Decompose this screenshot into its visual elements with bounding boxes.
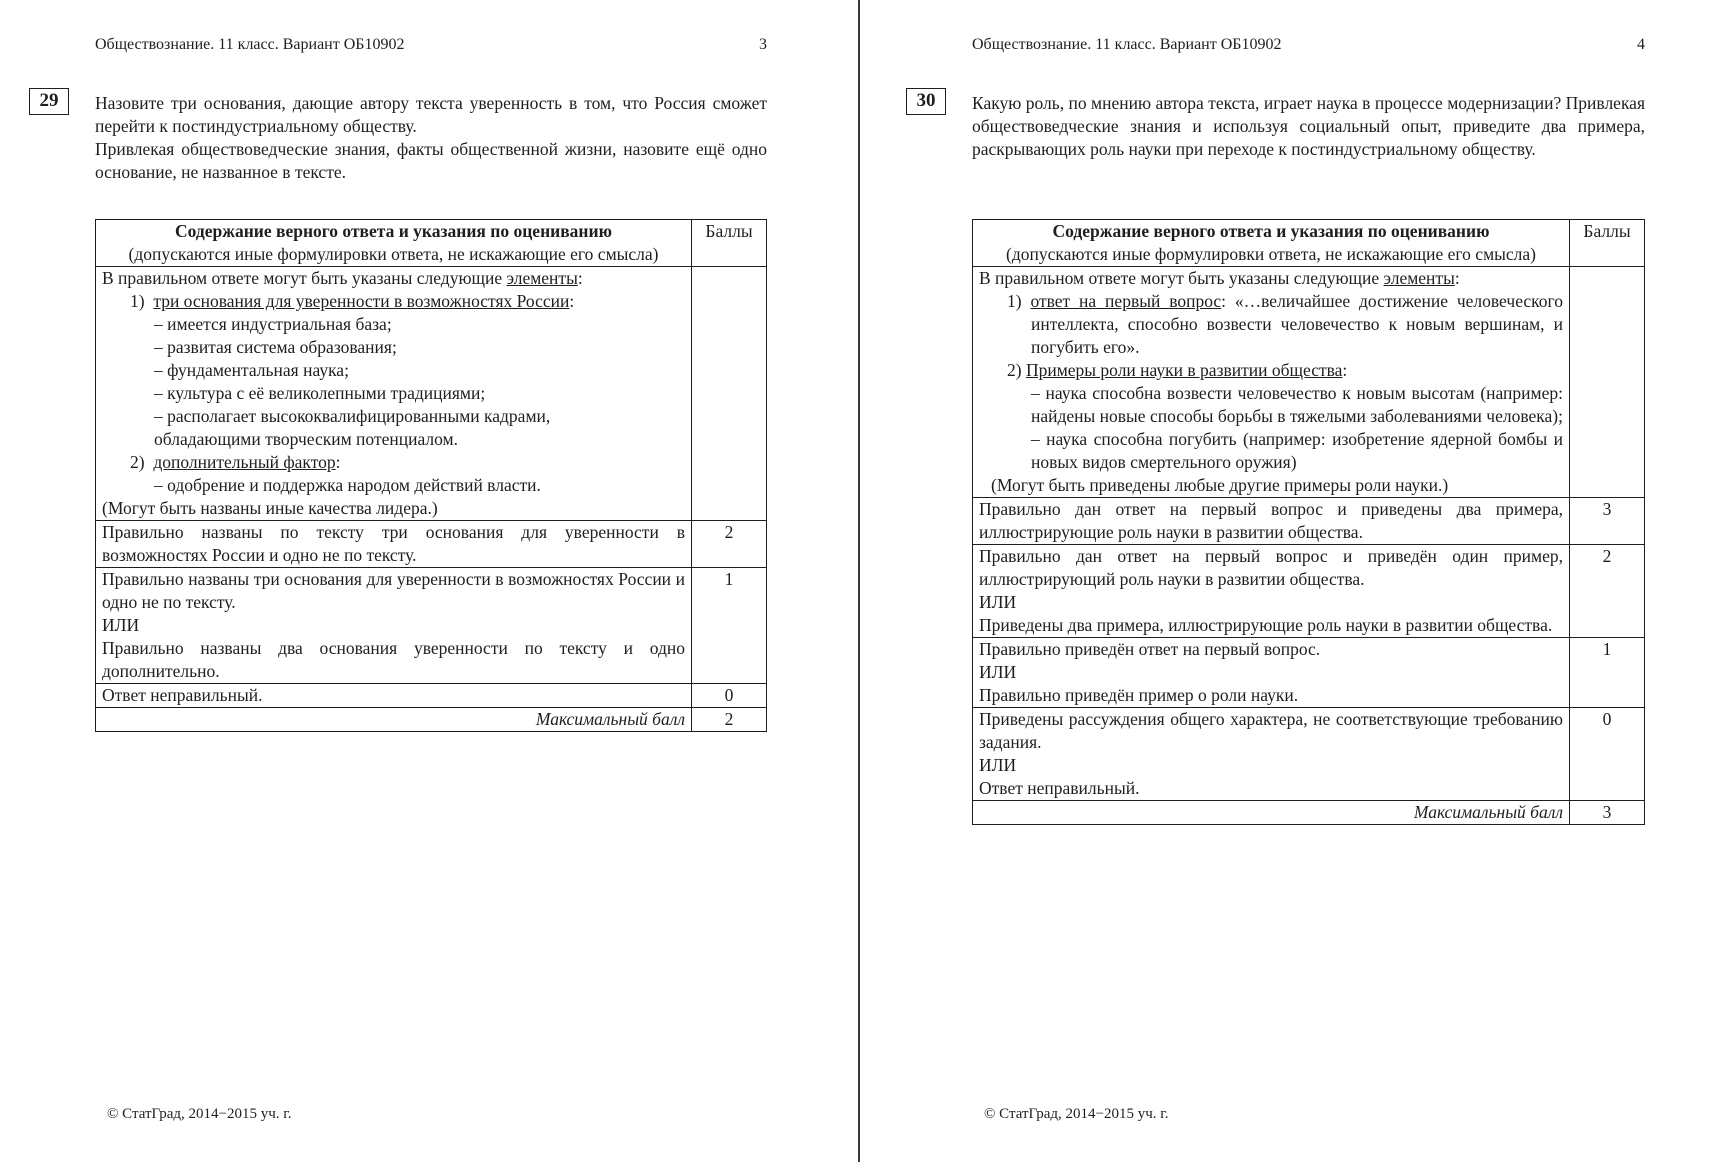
criterion-text: Приведены рассуждения общего характера, не соответствующие требованию задания. — [979, 709, 1563, 752]
table-header-row — [973, 220, 1645, 267]
criterion-cell — [973, 545, 1570, 638]
question-text — [95, 92, 767, 184]
table-row — [96, 568, 767, 684]
header-title: Обществознание. 11 класс. Вариант ОБ10902 — [972, 36, 1282, 53]
max-score-label: Максимальный балл — [973, 801, 1570, 825]
content-header-title: Содержание верного ответа и указания по оцениванию — [1052, 221, 1490, 241]
intro-colon: : — [1454, 268, 1460, 288]
item-line: – имеется индустриальная база; — [154, 314, 392, 334]
item-title: три основания для уверенности в возможностях России — [153, 291, 570, 311]
item-number: 1) — [130, 291, 145, 311]
content-header-note: (допускаются иные формулировки ответа, не искажающие его смысла) — [1006, 244, 1536, 264]
question-paragraph: Привлекая обществоведческие знания, факты общественной жизни, назовите ещё одно основание, не названное в тексте. — [95, 139, 767, 182]
criterion-text-alt: Приведены два примера, иллюстрирующие роль науки в развитии общества. — [979, 615, 1553, 635]
question-number-box: 30 — [906, 88, 946, 115]
criterion-or: ИЛИ — [102, 615, 140, 635]
page-left — [39, 0, 767, 1162]
page-number: 3 — [759, 36, 767, 53]
table-row — [973, 638, 1645, 708]
item-number: 1) — [1007, 291, 1022, 311]
score-cell — [1570, 267, 1645, 498]
element-item-1 — [979, 290, 1563, 359]
question-text — [972, 92, 1645, 161]
intro-colon: : — [577, 268, 583, 288]
footer-copyright: © СтатГрад, 2014−2015 уч. г. — [984, 1106, 1169, 1122]
criterion-text: Правильно названы по тексту три основания для уверенности в возможностях России и одно не по тексту. — [96, 521, 692, 568]
element-item-2 — [979, 359, 1563, 382]
criterion-score: 3 — [1570, 498, 1645, 545]
criterion-or: ИЛИ — [979, 662, 1017, 682]
page-header — [95, 36, 767, 56]
criterion-cell — [96, 568, 692, 684]
table-row — [96, 684, 767, 708]
page-right — [916, 0, 1645, 1162]
criterion-text-alt: Ответ неправильный. — [979, 778, 1140, 798]
item-line: – развитая система образования; — [154, 337, 397, 357]
content-header-title: Содержание верного ответа и указания по оцениванию — [175, 221, 612, 241]
question-paragraph: Назовите три основания, дающие автору текста уверенность в том, что Россия сможет перейти к постиндустриальному обществу. — [95, 93, 767, 136]
criterion-score: 0 — [692, 684, 767, 708]
page-divider — [858, 0, 860, 1162]
score-header: Баллы — [692, 220, 767, 267]
table-row — [973, 498, 1645, 545]
content-header — [96, 220, 692, 267]
table-row — [96, 521, 767, 568]
criterion-cell — [973, 708, 1570, 801]
max-score-value: 3 — [1570, 801, 1645, 825]
intro-text: В правильном ответе могут быть указаны следующие — [979, 268, 1384, 288]
element-item-2 — [102, 451, 685, 474]
elements-intro — [102, 267, 685, 290]
intro-underlined: элементы — [506, 268, 578, 288]
page-number: 4 — [1637, 36, 1645, 53]
criterion-text: Правильно приведён ответ на первый вопрос. — [979, 639, 1321, 659]
criterion-or: ИЛИ — [979, 755, 1017, 775]
max-score-value: 2 — [692, 708, 767, 732]
content-header — [973, 220, 1570, 267]
criterion-text-alt: Правильно приведён пример о роли науки. — [979, 685, 1299, 705]
item-line: – культура с её великолепными традициями; — [154, 383, 486, 403]
criterion-text: Правильно названы три основания для уверенности в возможностях России и одно не по тексту. — [102, 569, 685, 612]
criterion-or: ИЛИ — [979, 592, 1017, 612]
criterion-text-alt: Правильно названы два основания уверенности по тексту и одно дополнительно. — [102, 638, 685, 681]
intro-underlined: элементы — [1383, 268, 1455, 288]
criterion-score: 1 — [692, 568, 767, 684]
score-header: Баллы — [1570, 220, 1645, 267]
elements-row — [96, 267, 767, 521]
question-number-box: 29 — [29, 88, 69, 115]
elements-cell — [973, 267, 1570, 498]
max-score-row — [973, 801, 1645, 825]
table-row — [973, 545, 1645, 638]
criterion-text: Правильно дан ответ на первый вопрос и приведён один пример, иллюстрирующий роль науки в развитии общества. — [979, 546, 1563, 589]
max-score-row — [96, 708, 767, 732]
criterion-score: 2 — [692, 521, 767, 568]
criterion-score: 1 — [1570, 638, 1645, 708]
criteria-table — [972, 219, 1645, 825]
footer-copyright: © СтатГрад, 2014−2015 уч. г. — [107, 1106, 292, 1122]
criterion-score: 0 — [1570, 708, 1645, 801]
element-item-1 — [102, 290, 685, 313]
item-title: Примеры роли науки в развитии общества — [1025, 360, 1343, 380]
criteria-table — [95, 219, 767, 732]
item-line: – одобрение и поддержка народом действий власти. — [154, 475, 541, 495]
item-line: – наука способна возвести человечество к новым высотам (например: найдены новые способы борьбы в тяжелыми заболеваниями человека); — [1031, 383, 1563, 426]
criterion-text: Правильно дан ответ на первый вопрос и приведены два примера, иллюстрирующие роль науки в развитии общества. — [973, 498, 1570, 545]
item-line: – фундаментальная наука; — [154, 360, 349, 380]
elements-cell — [96, 267, 692, 521]
item-line: – наука способна погубить (например: изобретение ядерной бомбы и новых видов смертельного оружия) — [1031, 429, 1563, 472]
page-header — [972, 36, 1645, 56]
item-title: ответ на первый вопрос — [1030, 291, 1222, 311]
score-cell — [692, 267, 767, 521]
item-colon: : — [1342, 360, 1348, 380]
table-header-row — [96, 220, 767, 267]
item-title: дополнительный фактор — [153, 452, 336, 472]
table-row — [973, 708, 1645, 801]
criterion-cell — [973, 638, 1570, 708]
content-header-note: (допускаются иные формулировки ответа, не искажающие его смысла) — [128, 244, 659, 264]
item-line: – располагает высококвалифицированными кадрами, обладающими творческим потенциалом. — [154, 406, 551, 449]
item-colon: : — [569, 291, 575, 311]
item-colon: : — [335, 452, 341, 472]
elements-note: (Могут быть названы иные качества лидера.) — [102, 498, 438, 518]
elements-row — [973, 267, 1645, 498]
item-number: 2) — [1007, 360, 1022, 380]
criterion-text: Ответ неправильный. — [96, 684, 692, 708]
intro-text: В правильном ответе могут быть указаны следующие — [102, 268, 507, 288]
criterion-score: 2 — [1570, 545, 1645, 638]
item-number: 2) — [130, 452, 145, 472]
question-paragraph: Какую роль, по мнению автора текста, играет наука в процессе модернизации? Привлекая обществоведческие знания и используя социальный опыт, приведите два примера, раскрывающих роль науки при переходе к постиндустриальному обществу. — [972, 93, 1645, 159]
elements-note: (Могут быть приведены любые другие примеры роли науки.) — [991, 475, 1449, 495]
item-text: : «…величайшее достижение человеческого интеллекта, способно возвести человечество к новым вершинам, и погубить его». — [1031, 291, 1564, 357]
header-title: Обществознание. 11 класс. Вариант ОБ10902 — [95, 36, 405, 53]
elements-intro — [979, 267, 1563, 290]
max-score-label: Максимальный балл — [96, 708, 692, 732]
